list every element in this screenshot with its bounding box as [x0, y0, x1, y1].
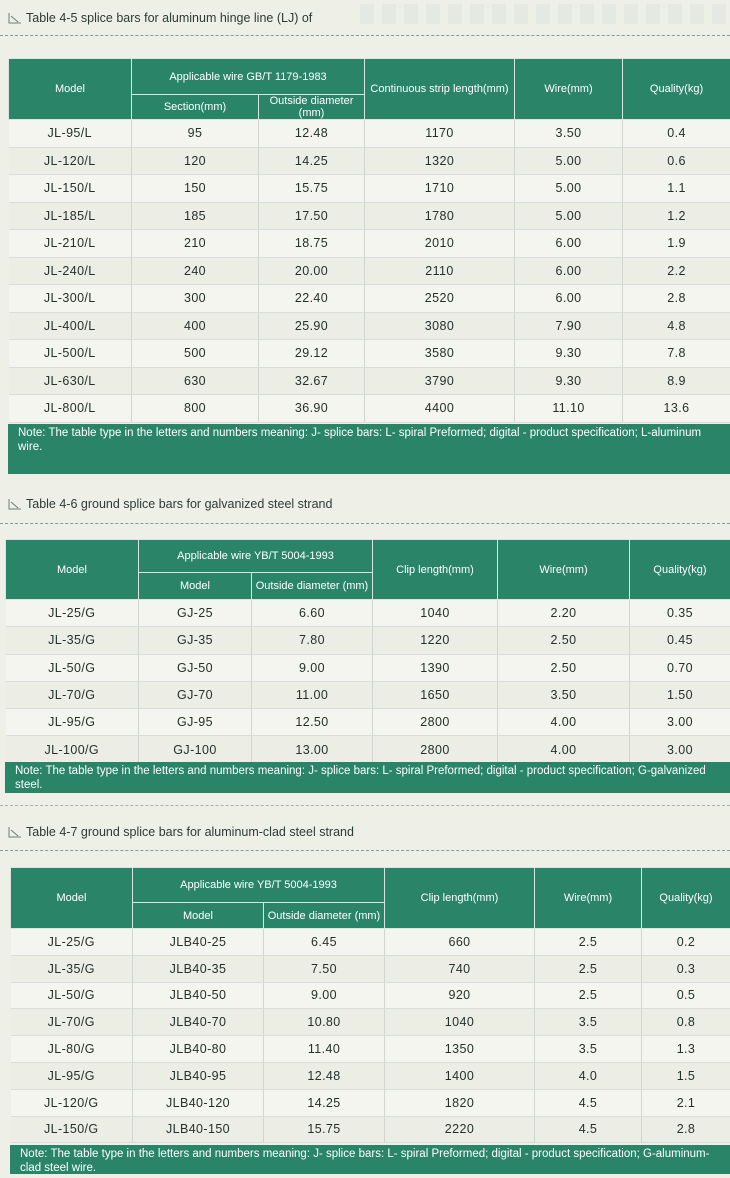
dashed-divider — [0, 523, 730, 524]
table-cell: 3.50 — [498, 681, 630, 708]
table-cell: JL-150/G — [11, 1116, 133, 1143]
table-cell: 3.00 — [630, 709, 730, 736]
table-cell: 4.5 — [535, 1116, 642, 1143]
table-cell: 2220 — [385, 1116, 535, 1143]
splice-table-4-5 — [8, 58, 730, 423]
table-cell: JL-95/L — [9, 120, 132, 148]
table-cell: 740 — [385, 955, 535, 982]
table-cell: 1.5 — [642, 1062, 730, 1089]
table-cell: JLB40-70 — [133, 1009, 264, 1036]
table-cell: 0.5 — [642, 982, 730, 1009]
table-cell: JL-70/G — [6, 681, 139, 708]
table-row — [11, 955, 730, 982]
table-cell: 4.5 — [535, 1089, 642, 1116]
table-cell: 29.12 — [259, 340, 365, 368]
header-applicable-wire: Applicable wire YB/T 5004-1993 — [139, 540, 373, 573]
table-cell: 2.8 — [642, 1116, 730, 1143]
table-cell: JLB40-50 — [133, 982, 264, 1009]
table-cell: 8.9 — [623, 367, 730, 395]
table-row — [11, 1089, 730, 1116]
table-cell: 9.30 — [515, 367, 623, 395]
header-sub-model: Model — [133, 903, 264, 929]
header-outside-diameter: Outside diameter (mm) — [252, 573, 373, 600]
table-cell: 1320 — [365, 147, 515, 175]
splice-table-4-6 — [5, 539, 730, 764]
table-cell: JLB40-120 — [133, 1089, 264, 1116]
table-cell: JLB40-35 — [133, 955, 264, 982]
corner-arrow-icon — [8, 498, 22, 510]
table-cell: 2.5 — [535, 982, 642, 1009]
table-cell: 0.4 — [623, 120, 730, 148]
table-cell: 300 — [132, 285, 259, 313]
table-row — [6, 654, 730, 681]
header-section: Section(mm) — [132, 95, 259, 120]
table-title-text: Table 4-7 ground splice bars for aluminum-clad steel strand — [26, 825, 354, 839]
table-cell: 1350 — [385, 1036, 535, 1063]
table-cell: JL-25/G — [11, 929, 133, 956]
table-cell: 1390 — [373, 654, 498, 681]
table-cell: 1170 — [365, 120, 515, 148]
table-cell: JLB40-80 — [133, 1036, 264, 1063]
table-cell: 18.75 — [259, 230, 365, 258]
table-cell: GJ-100 — [139, 736, 252, 763]
table-cell: 2800 — [373, 736, 498, 763]
table-cell: 5.00 — [515, 202, 623, 230]
table-row — [6, 681, 730, 708]
table-cell: 7.8 — [623, 340, 730, 368]
table-cell: JL-300/L — [9, 285, 132, 313]
table-cell: 11.40 — [264, 1036, 385, 1063]
table-cell: 2010 — [365, 230, 515, 258]
table-cell: 3.50 — [515, 120, 623, 148]
table-cell: 2.50 — [498, 627, 630, 654]
table-cell: 1.1 — [623, 175, 730, 203]
table-cell: 12.48 — [259, 120, 365, 148]
table-cell: JL-240/L — [9, 257, 132, 285]
table-cell: 3580 — [365, 340, 515, 368]
table-row — [6, 736, 730, 763]
table-row — [9, 257, 730, 285]
table-body — [9, 120, 730, 423]
table-cell: 1.2 — [623, 202, 730, 230]
dashed-divider — [0, 850, 730, 851]
table-row — [9, 230, 730, 258]
table-cell: 22.40 — [259, 285, 365, 313]
faded-watermark-text — [360, 4, 730, 24]
table-cell: JL-35/G — [6, 627, 139, 654]
table-cell: 12.50 — [252, 709, 373, 736]
table-cell: 5.00 — [515, 175, 623, 203]
table-row — [9, 312, 730, 340]
table-cell: 4400 — [365, 395, 515, 423]
table-cell: 120 — [132, 147, 259, 175]
table-4-5-title — [8, 11, 312, 25]
header-sub-model: Model — [139, 573, 252, 600]
table-cell: 1040 — [373, 600, 498, 627]
table-cell: 32.67 — [259, 367, 365, 395]
table-cell: 1220 — [373, 627, 498, 654]
dashed-divider — [0, 35, 730, 36]
table-cell: 4.8 — [623, 312, 730, 340]
table-4-6-title — [8, 497, 332, 511]
table-cell: 2110 — [365, 257, 515, 285]
table-cell: 240 — [132, 257, 259, 285]
table-cell: 11.10 — [515, 395, 623, 423]
table-cell: 1650 — [373, 681, 498, 708]
table-cell: JL-35/G — [11, 955, 133, 982]
table-cell: 3.5 — [535, 1036, 642, 1063]
table-cell: 1040 — [385, 1009, 535, 1036]
table-cell: JL-50/G — [11, 982, 133, 1009]
table-cell: 4.00 — [498, 709, 630, 736]
table-cell: JLB40-150 — [133, 1116, 264, 1143]
table-cell: JL-70/G — [11, 1009, 133, 1036]
table-4-7-title — [8, 825, 354, 839]
table-row — [9, 285, 730, 313]
table-cell: GJ-95 — [139, 709, 252, 736]
header-clip-length: Clip length(mm) — [373, 540, 498, 600]
table-cell: 14.25 — [264, 1089, 385, 1116]
table-cell: 660 — [385, 929, 535, 956]
table-cell: 7.90 — [515, 312, 623, 340]
table-body — [11, 929, 730, 1143]
table-cell: 0.45 — [630, 627, 730, 654]
table-cell: 1780 — [365, 202, 515, 230]
table-cell: 14.25 — [259, 147, 365, 175]
table-cell: JL-25/G — [6, 600, 139, 627]
table-cell: 400 — [132, 312, 259, 340]
table-title-text: Table 4-5 splice bars for aluminum hinge line (LJ) of — [26, 11, 313, 25]
corner-arrow-icon — [8, 826, 22, 838]
table-cell: 210 — [132, 230, 259, 258]
table-cell: JL-95/G — [11, 1062, 133, 1089]
table-cell: 1400 — [385, 1062, 535, 1089]
table-title-text: Table 4-6 ground splice bars for galvanized steel strand — [26, 497, 333, 511]
table-cell: 20.00 — [259, 257, 365, 285]
table-row — [6, 627, 730, 654]
table-cell: JL-100/G — [6, 736, 139, 763]
table-cell: 6.60 — [252, 600, 373, 627]
table-cell: JL-400/L — [9, 312, 132, 340]
table-cell: 4.0 — [535, 1062, 642, 1089]
header-quality: Quality(kg) — [642, 868, 730, 929]
table-cell: 0.70 — [630, 654, 730, 681]
table-cell: JL-120/L — [9, 147, 132, 175]
table-cell: 2.20 — [498, 600, 630, 627]
table-cell: 1820 — [385, 1089, 535, 1116]
table-row — [9, 367, 730, 395]
table-cell: 3080 — [365, 312, 515, 340]
table-cell: JLB40-95 — [133, 1062, 264, 1089]
table-cell: 2800 — [373, 709, 498, 736]
table-cell: 6.00 — [515, 285, 623, 313]
table-cell: 13.00 — [252, 736, 373, 763]
table-cell: 1710 — [365, 175, 515, 203]
header-model: Model — [6, 540, 139, 600]
table-cell: 4.00 — [498, 736, 630, 763]
table-cell: 2.5 — [535, 929, 642, 956]
table-cell: 10.80 — [264, 1009, 385, 1036]
table-cell: JL-210/L — [9, 230, 132, 258]
table-row — [11, 1009, 730, 1036]
table-row — [6, 709, 730, 736]
table-cell: 2.2 — [623, 257, 730, 285]
table-row — [9, 395, 730, 423]
header-wire: Wire(mm) — [498, 540, 630, 600]
header-wire: Wire(mm) — [535, 868, 642, 929]
table-cell: 0.2 — [642, 929, 730, 956]
table-cell: GJ-70 — [139, 681, 252, 708]
table-row — [9, 120, 730, 148]
table-cell: JL-150/L — [9, 175, 132, 203]
table-cell: 7.50 — [264, 955, 385, 982]
table-row — [11, 982, 730, 1009]
header-model: Model — [11, 868, 133, 929]
table-cell: 0.8 — [642, 1009, 730, 1036]
header-clip-length: Clip length(mm) — [385, 868, 535, 929]
table-cell: 15.75 — [259, 175, 365, 203]
corner-arrow-icon — [8, 12, 22, 24]
table-row — [11, 1062, 730, 1089]
table-cell: JL-50/G — [6, 654, 139, 681]
table-cell: JL-185/L — [9, 202, 132, 230]
table-cell: 95 — [132, 120, 259, 148]
table-cell: 920 — [385, 982, 535, 1009]
table-cell: 12.48 — [264, 1062, 385, 1089]
table-cell: 36.90 — [259, 395, 365, 423]
table-cell: GJ-50 — [139, 654, 252, 681]
table-cell: 2.1 — [642, 1089, 730, 1116]
table-cell: JLB40-25 — [133, 929, 264, 956]
table-cell: JL-95/G — [6, 709, 139, 736]
table-cell: 1.50 — [630, 681, 730, 708]
table-4-6-note: Note: The table type in the letters and numbers meaning: J- splice bars: L- spiral Preformed; digital - product specification; G-galvanized steel. — [5, 762, 730, 793]
table-cell: 0.35 — [630, 600, 730, 627]
table-row — [9, 340, 730, 368]
header-outside-diameter: Outside diameter (mm) — [259, 95, 365, 120]
table-cell: 3.00 — [630, 736, 730, 763]
table-4-5-note: Note: The table type in the letters and numbers meaning: J- splice bars: L- spiral Preformed; digital - product specification; L-aluminum wire. — [8, 424, 730, 474]
table-cell: GJ-35 — [139, 627, 252, 654]
table-cell: 3790 — [365, 367, 515, 395]
table-row — [11, 929, 730, 956]
table-cell: 630 — [132, 367, 259, 395]
table-cell: JL-630/L — [9, 367, 132, 395]
table-row — [11, 1036, 730, 1063]
table-cell: 6.45 — [264, 929, 385, 956]
table-cell: 5.00 — [515, 147, 623, 175]
table-cell: JL-800/L — [9, 395, 132, 423]
table-cell: GJ-25 — [139, 600, 252, 627]
table-cell: 1.3 — [642, 1036, 730, 1063]
table-cell: 17.50 — [259, 202, 365, 230]
table-cell: 3.5 — [535, 1009, 642, 1036]
table-cell: 7.80 — [252, 627, 373, 654]
table-cell: 2.50 — [498, 654, 630, 681]
table-row — [9, 175, 730, 203]
table-body — [6, 600, 730, 764]
table-cell: 2.8 — [623, 285, 730, 313]
table-cell: JL-500/L — [9, 340, 132, 368]
table-cell: 15.75 — [264, 1116, 385, 1143]
table-cell: JL-80/G — [11, 1036, 133, 1063]
header-applicable-wire: Applicable wire YB/T 5004-1993 — [133, 868, 385, 903]
table-row — [9, 147, 730, 175]
table-cell: 2.5 — [535, 955, 642, 982]
header-wire: Wire(mm) — [515, 59, 623, 120]
header-quality: Quality(kg) — [630, 540, 730, 600]
header-quality: Quality(kg) — [623, 59, 730, 120]
table-cell: 25.90 — [259, 312, 365, 340]
splice-table-4-7 — [10, 867, 730, 1143]
table-cell: 500 — [132, 340, 259, 368]
table-cell: 6.00 — [515, 257, 623, 285]
table-cell: 9.00 — [264, 982, 385, 1009]
table-cell: 9.30 — [515, 340, 623, 368]
header-continuous-strip-length: Continuous strip length(mm) — [365, 59, 515, 120]
table-cell: 13.6 — [623, 395, 730, 423]
table-cell: 9.00 — [252, 654, 373, 681]
table-row — [9, 202, 730, 230]
table-cell: 6.00 — [515, 230, 623, 258]
table-cell: 185 — [132, 202, 259, 230]
header-outside-diameter: Outside diameter (mm) — [264, 903, 385, 929]
header-model: Model — [9, 59, 132, 120]
table-cell: 800 — [132, 395, 259, 423]
table-4-7-note: Note: The table type in the letters and numbers meaning: J- splice bars: L- spiral Preformed; digital - product specification; G-aluminum-clad steel wire. — [10, 1145, 730, 1174]
table-cell: 11.00 — [252, 681, 373, 708]
table-cell: 1.9 — [623, 230, 730, 258]
table-row — [11, 1116, 730, 1143]
table-cell: 0.6 — [623, 147, 730, 175]
header-applicable-wire: Applicable wire GB/T 1179-1983 — [132, 59, 365, 95]
table-cell: 2520 — [365, 285, 515, 313]
table-cell: JL-120/G — [11, 1089, 133, 1116]
table-cell: 0.3 — [642, 955, 730, 982]
dashed-divider — [0, 805, 730, 806]
table-cell: 150 — [132, 175, 259, 203]
table-row — [6, 600, 730, 627]
